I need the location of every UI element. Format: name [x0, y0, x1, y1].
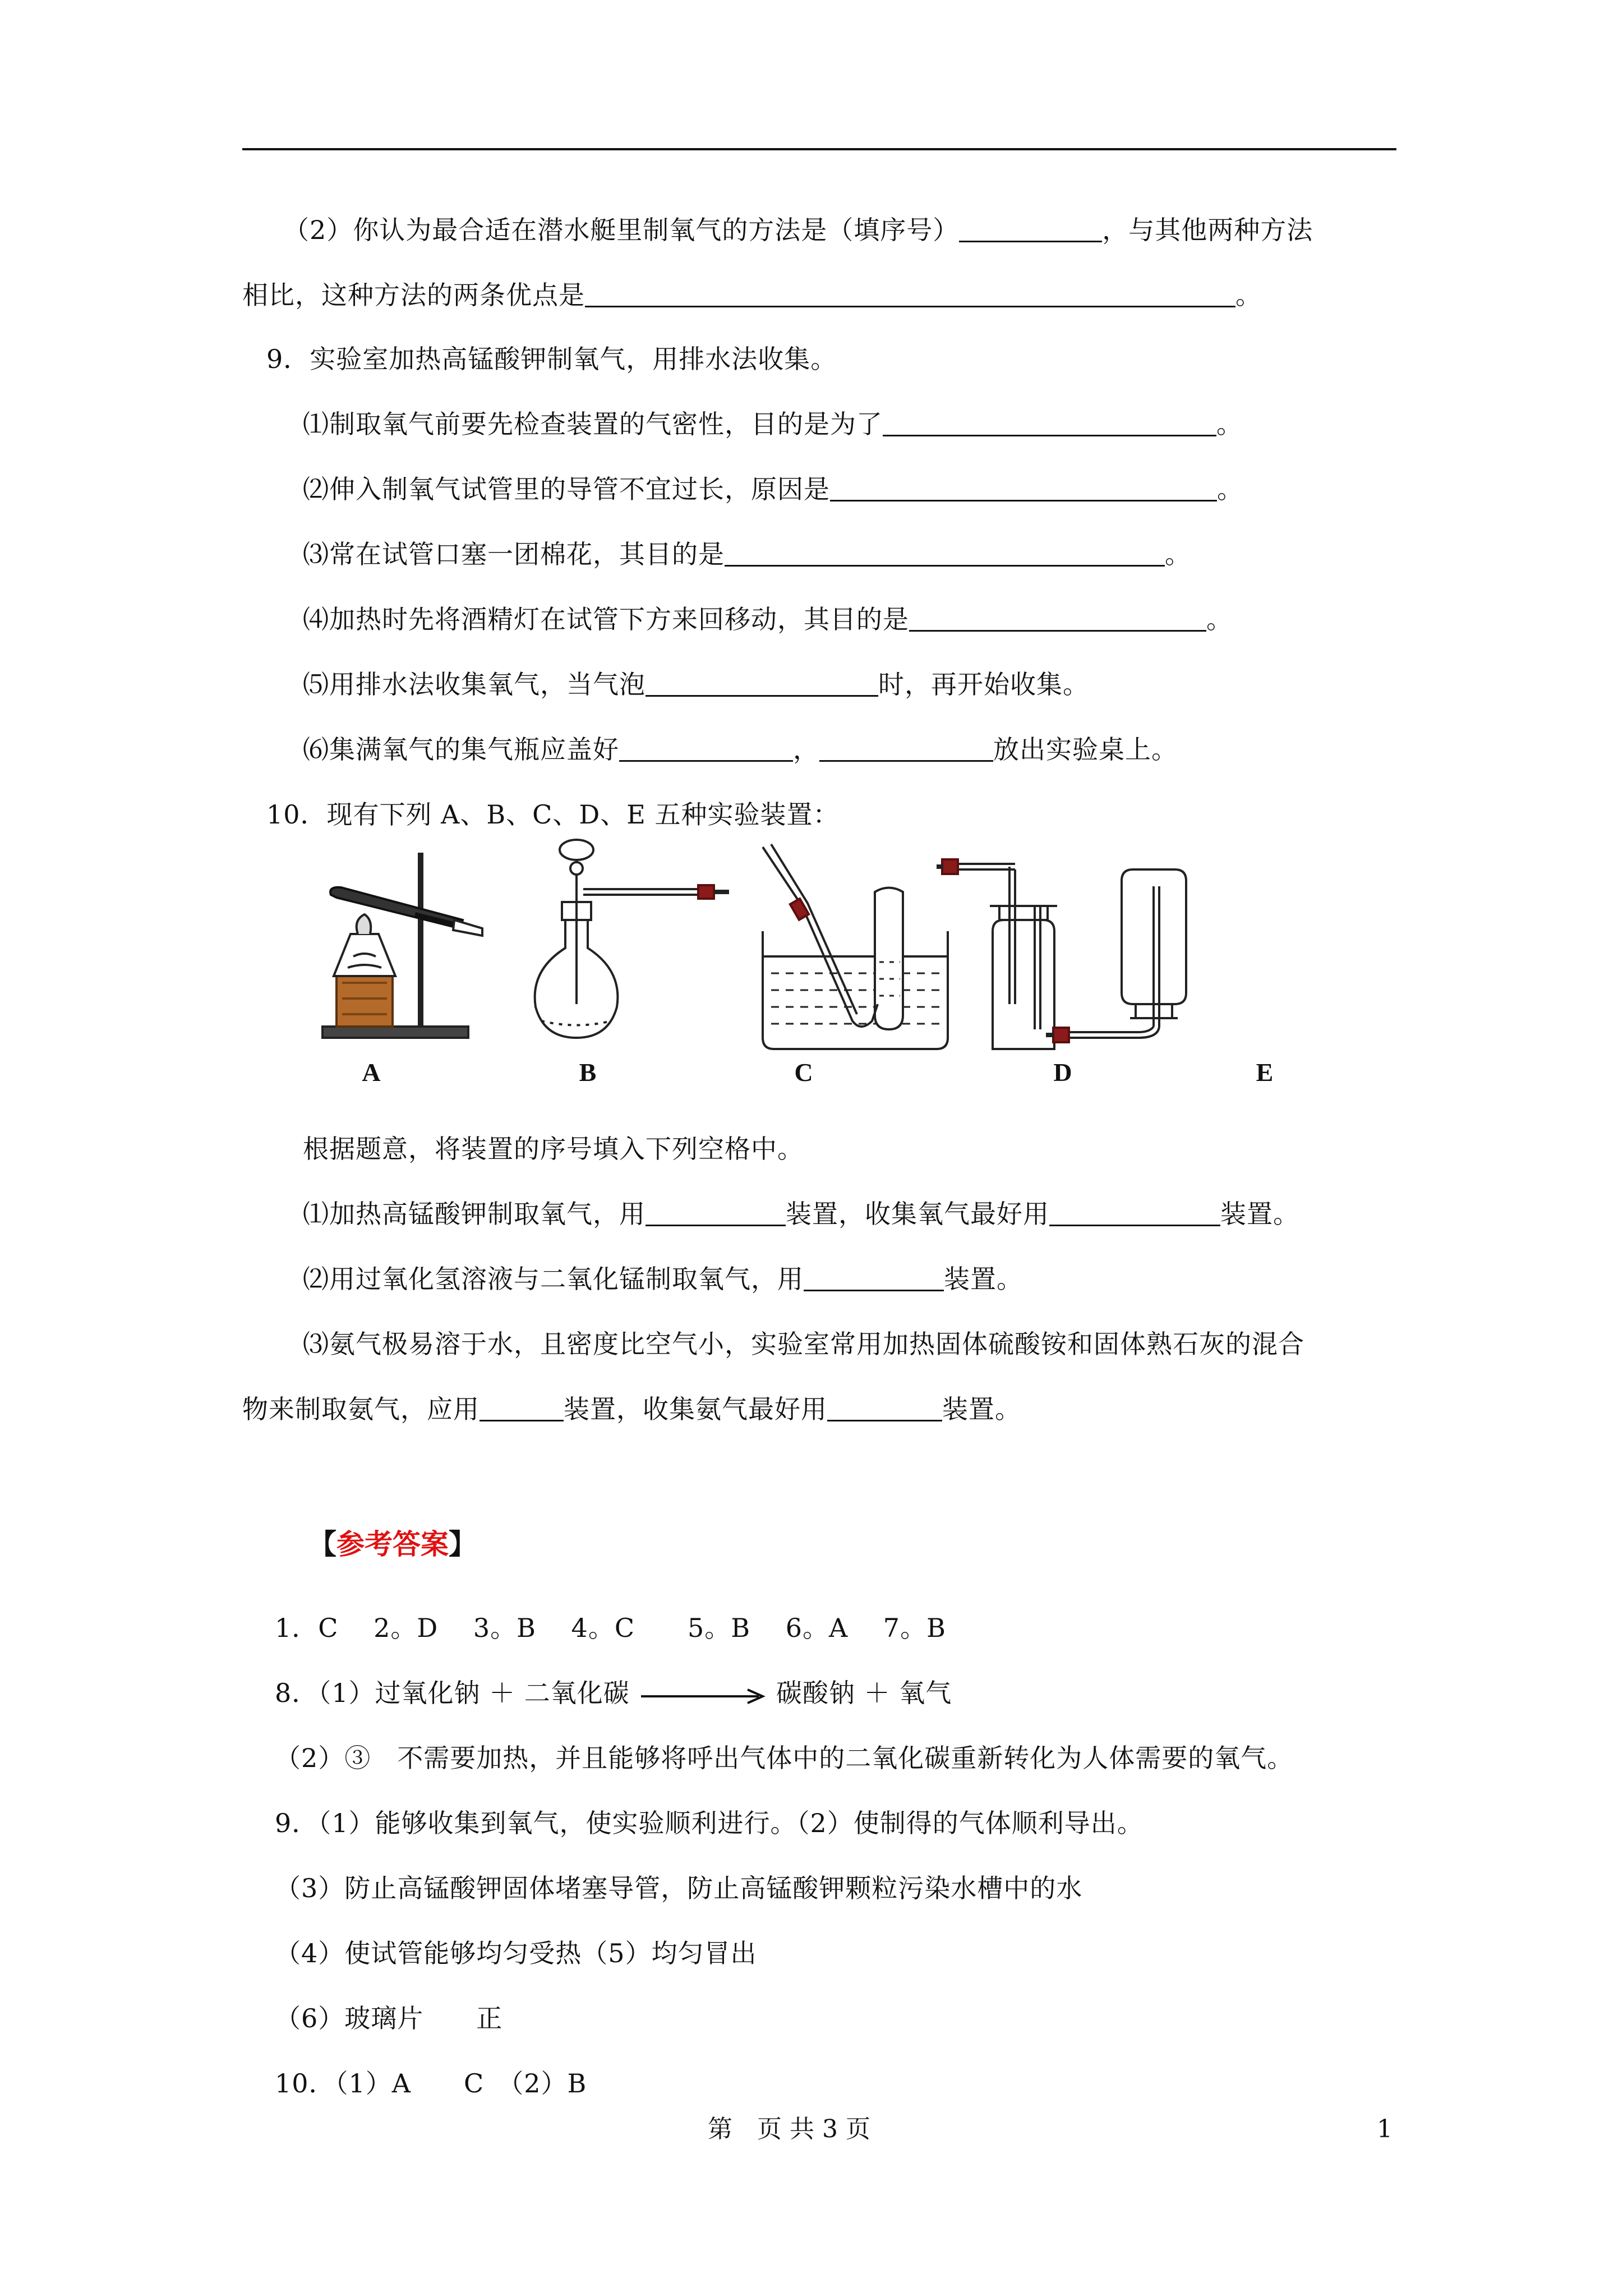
apparatus-c	[763, 844, 948, 1049]
answers-8-1-right: 碳酸钠 ＋ 氧气	[776, 1678, 952, 1708]
apparatus-e	[1046, 869, 1186, 1042]
q9-period-2: 。	[1217, 474, 1243, 504]
q9-period-1: 。	[1216, 409, 1243, 439]
q9-period-4: 。	[1206, 604, 1233, 634]
footer-page-number: 1	[1377, 2115, 1393, 2143]
q8-answer-blank-1[interactable]	[959, 215, 1102, 242]
q10-item2-text-a: ⑵用过氧化氢溶液与二氧化锰制取氧气，用	[303, 1264, 804, 1294]
q9-blank-2[interactable]	[830, 474, 1217, 501]
q10-item3-text-d: 装置。	[942, 1394, 1021, 1424]
answers-10: 10．（1）A C （2）B	[275, 2068, 587, 2099]
q9-blank-3[interactable]	[725, 539, 1165, 567]
q10-blank-3b[interactable]	[827, 1394, 942, 1421]
q8-part2-line2	[242, 278, 1262, 312]
q9-item6	[303, 733, 1178, 766]
answers-8-2: （2）③ 不需要加热，并且能够将呼出气体中的二氧化碳重新转化为人体需要的氧气。	[275, 1743, 1294, 1773]
q9-blank-4[interactable]	[909, 604, 1206, 632]
q10-title: 10．现有下列 A、B、C、D、E 五种实验装置：	[266, 799, 840, 830]
answers-9-1: 9．（1）能够收集到氧气，使实验顺利进行。（2）使制得的气体顺利导出。	[275, 1808, 1144, 1838]
q10-item1-text-b: 装置，收集氧气最好用	[786, 1199, 1049, 1229]
q10-item3-line1: ⑶氨气极易溶于水，且密度比空气小，实验室常用加热固体硫酸铵和固体熟石灰的混合	[303, 1329, 1304, 1359]
q10-blank-1b[interactable]	[1049, 1199, 1220, 1226]
q9-item6-text-a: ⑹集满氧气的集气瓶应盖好	[303, 734, 619, 765]
q9-item2	[303, 472, 1243, 506]
q10-item3-text-c: 装置，收集氨气最好用	[564, 1394, 827, 1424]
q10-item1-text-a: ⑴加热高锰酸钾制取氧气，用	[303, 1199, 645, 1229]
answers-header	[308, 1525, 477, 1564]
q9-period-3: 。	[1165, 539, 1191, 569]
apparatus-label-b: B	[579, 1058, 597, 1087]
apparatus-d	[937, 859, 1057, 1049]
apparatus-label-a: A	[362, 1058, 381, 1087]
q9-item3	[303, 537, 1191, 571]
q10-blank-1a[interactable]	[645, 1199, 786, 1226]
q10-blank-2[interactable]	[804, 1264, 944, 1291]
q10-item1-text-c: 装置。	[1220, 1199, 1299, 1229]
q9-item1-text: ⑴制取氧气前要先检查装置的气密性，目的是为了	[303, 409, 883, 439]
reaction-arrow-icon	[638, 1684, 767, 1706]
apparatus-b	[535, 840, 729, 1038]
q8-part2-text-b: ，与其他两种方法	[1102, 215, 1313, 245]
q10-item3-text-b: 物来制取氨气，应用	[242, 1394, 479, 1424]
q8-part2-line1	[283, 213, 1313, 247]
answers-bracket-open: 【	[308, 1527, 336, 1561]
q8-part2-text-a: （2）你认为最合适在潜水艇里制氧气的方法是（填序号）	[283, 215, 960, 245]
q9-item1	[303, 407, 1243, 441]
answers-9-4: （4）使试管能够均匀受热（5）均匀冒出	[275, 1938, 757, 1968]
q10-blank-3a[interactable]	[479, 1394, 564, 1421]
answers-bracket-close: 】	[449, 1527, 477, 1561]
answers-8-1-left: 8．（1）过氧化钠 ＋ 二氧化碳	[275, 1678, 630, 1708]
q9-item6-text-b: ，	[793, 734, 819, 765]
q9-title: 9．实验室加热高锰酸钾制氧气，用排水法收集。	[266, 344, 837, 374]
apparatus-figure	[314, 836, 1346, 1071]
footer-page-text: 第 页 共 3 页	[708, 2115, 870, 2143]
q9-blank-1[interactable]	[883, 409, 1216, 436]
answers-1-7: 1．C 2。D 3。B 4。C 5。B 6。A 7。B	[275, 1613, 946, 1643]
q10-item2-text-b: 装置。	[944, 1264, 1023, 1294]
q9-item2-text: ⑵伸入制氧气试管里的导管不宜过长，原因是	[303, 474, 830, 504]
q9-item5-text-b: 时，再开始收集。	[878, 669, 1089, 700]
header-rule	[242, 148, 1396, 150]
q8-part2-text-c: 相比，这种方法的两条优点是	[242, 280, 585, 310]
q9-item3-text: ⑶常在试管口塞一团棉花，其目的是	[303, 539, 725, 569]
q9-blank-5[interactable]	[645, 669, 878, 697]
q9-blank-6b[interactable]	[819, 734, 993, 762]
answers-9-3: （3）防止高锰酸钾固体堵塞导管，防止高锰酸钾颗粒污染水槽中的水	[275, 1873, 1083, 1903]
answers-9-6: （6）玻璃片 正	[275, 2003, 503, 2033]
q10-item3-line2	[242, 1392, 1021, 1426]
q9-item4	[303, 602, 1233, 636]
q9-item4-text: ⑷加热时先将酒精灯在试管下方来回移动，其目的是	[303, 604, 909, 634]
q10-item2	[303, 1262, 1023, 1296]
q9-blank-6a[interactable]	[619, 734, 793, 762]
q10-item1	[303, 1197, 1299, 1231]
apparatus-label-d: D	[1053, 1058, 1072, 1087]
q8-answer-blank-2[interactable]	[585, 280, 1235, 307]
q10-intro: 根据题意，将装置的序号填入下列空格中。	[303, 1134, 804, 1164]
q9-item5	[303, 668, 1089, 701]
answers-title: 参考答案	[336, 1527, 449, 1561]
apparatus-label-e: E	[1256, 1058, 1274, 1087]
q9-item6-text-c: 放出实验桌上。	[993, 734, 1178, 765]
q9-item5-text-a: ⑸用排水法收集氧气，当气泡	[303, 669, 645, 700]
apparatus-label-c: C	[794, 1058, 813, 1087]
apparatus-a	[322, 853, 482, 1038]
q8-period: 。	[1235, 280, 1262, 310]
answers-8-1	[275, 1676, 952, 1710]
